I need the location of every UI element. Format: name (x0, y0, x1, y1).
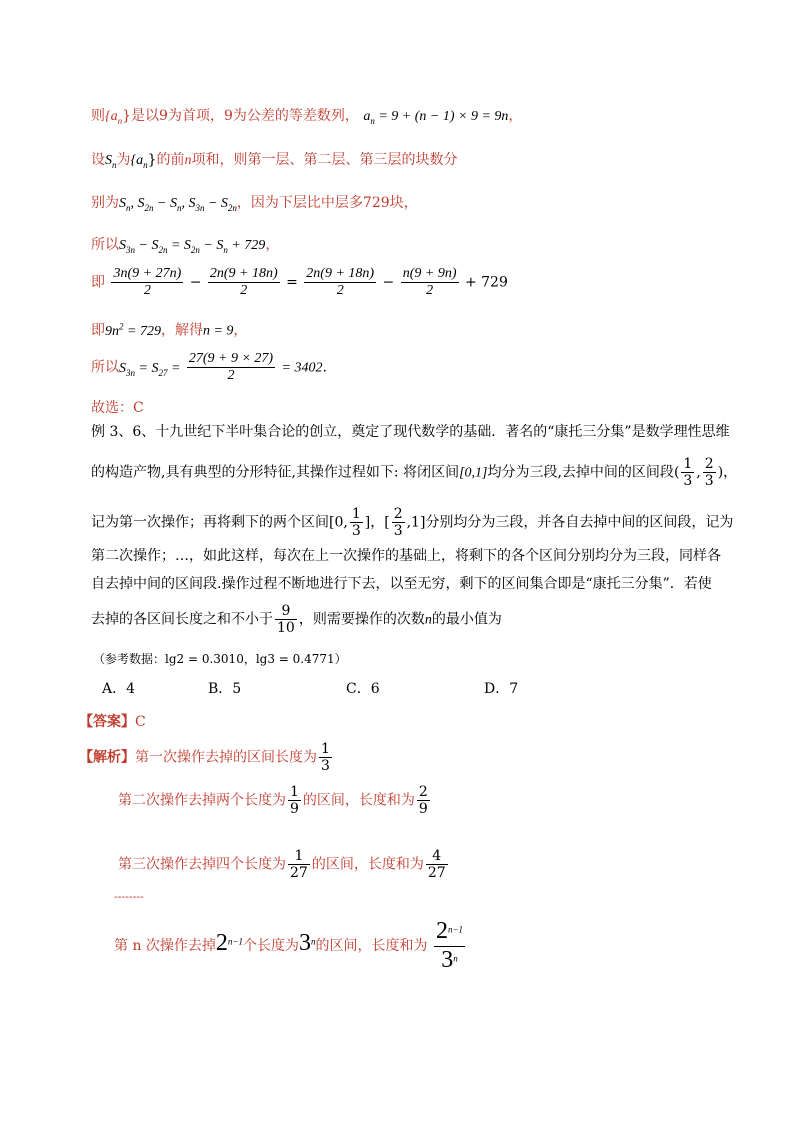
fraction: $\frac{1}{3}$ (321, 741, 330, 775)
fraction: $\frac{4}{27}$ (427, 848, 446, 882)
fraction: $\frac{9}{10}$ (277, 603, 295, 637)
analysis-label: 【解析】 (79, 749, 135, 766)
analysis-line-1: 【解析】第一次操作去掉的区间长度为 $\frac{1}{3}$ (79, 741, 330, 775)
example-paragraph-6: 去掉的各区间长度之和不小于 $\frac{9}{10}$ ，则需要操作的次数n的最小值为 (91, 603, 502, 637)
solution-line-2: 设$S_n$为$\{a_n\}$的前n项和，则第一层、第二层、第三层的块数分 (91, 152, 458, 170)
fraction: $\frac{1}{3}$ (351, 506, 361, 540)
choice-result: 故选：C (91, 400, 144, 416)
fraction: $\frac{1}{9}$ (290, 784, 299, 818)
fraction: $\frac{3n(9 + 27n)}{2}$ (113, 266, 182, 299)
answer-value: C (135, 714, 146, 730)
analysis-line-2: 第二次操作去掉两个长度为 $\frac{1}{9}$ 的区间，长度和为 $\frac{2}{9}$ (118, 784, 428, 818)
analysis-line-3: 第三次操作去掉四个长度为 $\frac{1}{27}$ 的区间，长度和为 $\frac{4}{27}$ (118, 848, 446, 882)
example-paragraph-1: 例 3、6、十九世纪下半叶集合论的创立，奠定了现代数学的基础．著名的“康托三分集”是数学理性思维 (91, 424, 730, 440)
solution-line-5: 即 $\frac{3n(9 + 27n)}{2}$ − $\frac{2n(9 + 18n)}{2}$ = $\frac{2n(9 + 18n)}{2}$ − $\frac{n(9 + 9n)}{2}$ + 729 (91, 266, 508, 299)
solution-line-3: 别为$S_n$, $S_{2n} - S_n$, $S_{3n} - S_{2n}$，因为下层比中层多729块， (91, 195, 418, 213)
fraction: $\frac{2}{3}$ (393, 506, 403, 540)
answer-line (79, 715, 146, 729)
solution-line-6: 即$9n^2 = 729$，解得n = 9， (91, 321, 248, 339)
fraction: $\frac{2n(9 + 18n)}{2}$ (306, 266, 375, 299)
fraction: $\frac{2}{3}$ (704, 456, 714, 490)
analysis-line-4: 第 n 次操作去掉$2^{n-1}$个长度为3$^n$的区间，长度和为 $\frac{2^{n-1}}{3^n}$ (114, 918, 464, 973)
example-paragraph-5: 自去掉中间的区间段.操作过程不断地进行下去，以至无穷，剩下的区间集合即是“康托三分集”．若使 (91, 576, 712, 592)
option-d: D．7 (484, 681, 519, 697)
reference-data: （参考数据：lg2 = 0.3010，lg3 = 0.4771） (93, 652, 347, 666)
fraction: $\frac{2^{n-1}}{3^n}$ (435, 918, 464, 973)
fraction: $\frac{1}{27}$ (290, 848, 308, 882)
fraction: $\frac{2}{9}$ (418, 784, 428, 818)
example-paragraph-4: 第二次操作；…，如此这样，每次在上一次操作的基础上，将剩下的各个区间分别均分为三段，同样各 (91, 548, 721, 564)
fraction: $\frac{27(9 + 9 \times 27)}{2}$ (188, 351, 274, 384)
option-c: C．6 (346, 681, 380, 697)
fraction: $\frac{n(9 + 9n)}{2}$ (402, 266, 457, 299)
option-a: A．4 (102, 681, 136, 697)
example-paragraph-2: 的构造产物,具有典型的分形特征,其操作过程如下: 将闭区间[0,1]均分为三段,去掉中间的区间段( $\frac{1}{3}$ , $\frac{2}{3}$ )， (91, 456, 738, 490)
solution-line-4: 所以$S_{3n} - S_{2n} = S_{2n} - S_n + 729$， (91, 237, 280, 255)
example-paragraph-3: 记为第一次操作；再将剩下的两个区间[0, $\frac{1}{3}$ ]，[ $\frac{2}{3}$ ,1]分别均分为三段，并各自去掉中间的区间段，记为 (91, 506, 734, 540)
fraction: $\frac{2n(9 + 18n)}{2}$ (209, 266, 278, 299)
fraction: $\frac{1}{3}$ (683, 456, 693, 490)
solution-line-1: 则$\{a_n\}$是以9为首项，9为公差的等差数列， $a_n = 9 + (n - 1) \times 9 = 9n$， (91, 108, 523, 126)
solution-line-7: 所以$S_{3n} = S_{27}$ = $\frac{27(9 + 9 \times 27)}{2}$ = 3402. (91, 351, 327, 384)
ellipsis-dashes: -------- (114, 890, 144, 903)
option-b: B．5 (208, 681, 242, 697)
answer-label: 【答案】 (79, 714, 135, 730)
